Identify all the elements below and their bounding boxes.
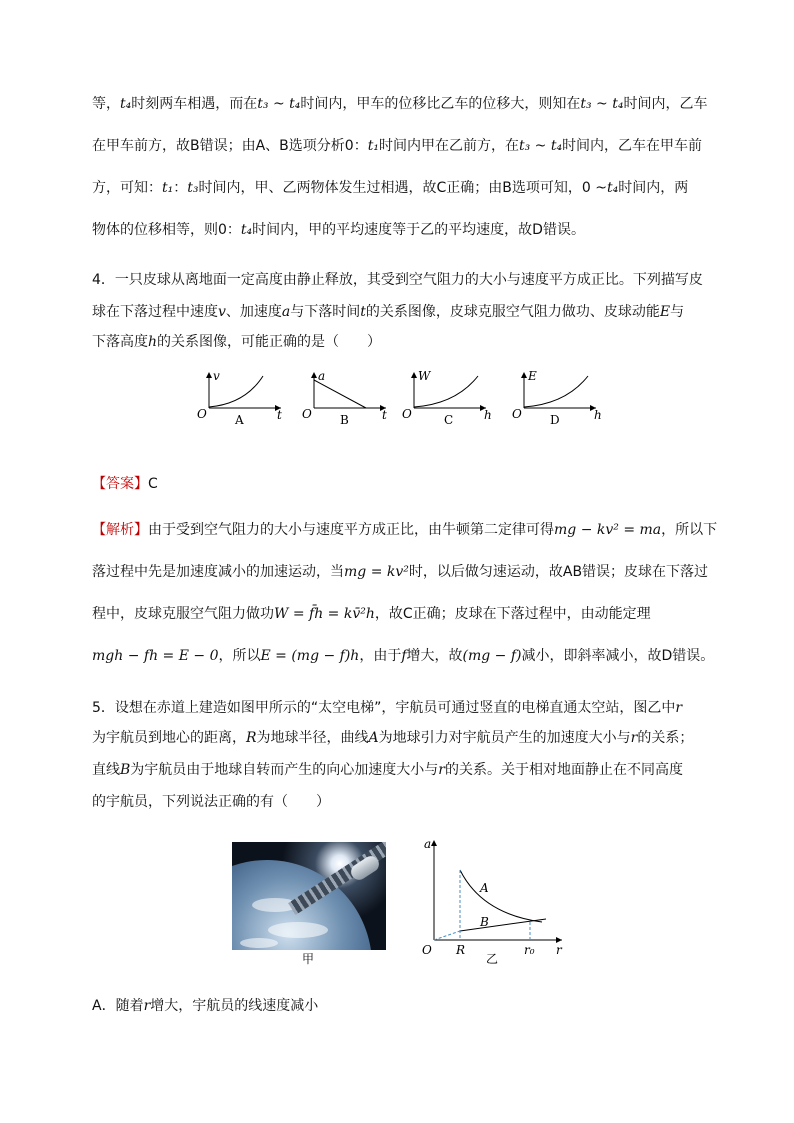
q5-graph-r0: r₀ [524, 943, 535, 957]
q5-graph-R: R [456, 943, 466, 957]
graph-d-xlabel: h [594, 408, 602, 422]
q4-line-2: 球在下落过程中速度v、加速度a与下落时间t的关系图像，皮球克服空气阻力做功、皮球动能E与 [92, 304, 685, 320]
graph-c-ylabel: W [418, 370, 431, 383]
q5-graph [420, 836, 570, 966]
q5-graph-A: A [480, 881, 489, 895]
analysis-line-1: 【解析】由于受到空气阻力的大小与速度平方成正比，由牛顿第二定律可得mg − kv² = ma，所以下 [92, 522, 718, 538]
answer-value: C [148, 476, 158, 492]
analysis-line-3: 程中，皮球克服空气阻力做功W = f̄h = kv̄²h，故C正确；皮球在下落过程中，由动能定理 [92, 606, 651, 622]
q4-line-3: 下落高度h的关系图像，可能正确的是（ ） [92, 334, 382, 350]
q5-line-4: 的宇航员，下列说法正确的有（ ） [92, 794, 330, 810]
q5-option-a: A．随着r增大，宇航员的线速度减小 [92, 998, 319, 1014]
q5-graph-caption: 乙 [486, 952, 499, 966]
analysis-tag: 【解析】 [92, 522, 148, 538]
graph-b-label: B [340, 413, 349, 427]
analysis-line-2: 落过程中先是加速度减小的加速运动，当mg = kv²时，以后做匀速运动，故AB错误；皮球在下落过 [92, 564, 709, 580]
graph-a-ylabel: v [213, 370, 220, 383]
graph-c-label: C [444, 413, 454, 427]
q4-graph-a [195, 370, 285, 428]
answer-line [92, 474, 158, 494]
q5-line-2: 为宇航员到地心的距离，R为地球半径，曲线A为地球引力对宇航员产生的加速度大小与r的关系； [92, 730, 694, 746]
graph-c-origin: O [402, 407, 412, 421]
answer-tag: 【答案】 [92, 476, 148, 492]
analysis-line-4: mgh − fh = E − 0，所以E = (mg − f)h，由于f增大，故(mg − f)减小，即斜率减小，故D错误。 [92, 648, 715, 664]
intro-line-1: 等，t₄时刻两车相遇，而在t₃ ~ t₄时间内，甲车的位移比乙车的位移大，则知在t₃ ~ t₄时间内，乙车 [92, 96, 708, 112]
q5-line-1: 5．设想在赤道上建造如图甲所示的“太空电梯”，宇航员可通过竖直的电梯直通太空站，图乙中r [92, 700, 683, 716]
intro-line-4: 物体的位移相等，则0：t₄时间内，甲的平均速度等于乙的平均速度，故D错误。 [92, 222, 585, 238]
graph-a-label: A [235, 413, 244, 427]
graph-b-xlabel: t [382, 408, 387, 422]
q5-graph-xlabel: r [556, 943, 562, 957]
q5-graph-ylabel: a [424, 837, 432, 851]
q4-line-1: 4．一只皮球从离地面一定高度由静止释放，其受到空气阻力的大小与速度平方成正比。下列描写皮 [92, 272, 703, 288]
graph-b-ylabel: a [318, 370, 326, 383]
q5-line-3: 直线B为宇航员由于地球自转而产生的向心加速度大小与r的关系。关于相对地面静止在不同高度 [92, 762, 683, 778]
graph-a-xlabel: t [277, 408, 282, 422]
intro-line-3: 方，可知：t₁：t₃时间内，甲、乙两物体发生过相遇，故C正确；由B选项可知，0 ~t₄时间内，两 [92, 180, 689, 196]
q4-graph-d [510, 370, 605, 428]
q4-graph-c [400, 370, 495, 428]
graph-d-origin: O [512, 407, 522, 421]
q5-graph-origin: O [422, 943, 432, 957]
intro-line-2: 在甲车前方，故B错误；由A、B选项分析0：t₁时间内甲在乙前方，在t₃ ~ t₄时间内，乙车在甲车前 [92, 138, 703, 154]
graph-a-origin: O [197, 407, 207, 421]
q4-graph-b [300, 370, 390, 428]
graph-c-xlabel: h [484, 408, 492, 422]
graph-d-ylabel: E [528, 370, 537, 383]
graph-b-origin: O [302, 407, 312, 421]
graph-d-label: D [550, 413, 560, 427]
fig-left-caption: 甲 [302, 952, 315, 966]
space-elevator-photo [232, 842, 386, 950]
q5-graph-B: B [480, 915, 489, 929]
